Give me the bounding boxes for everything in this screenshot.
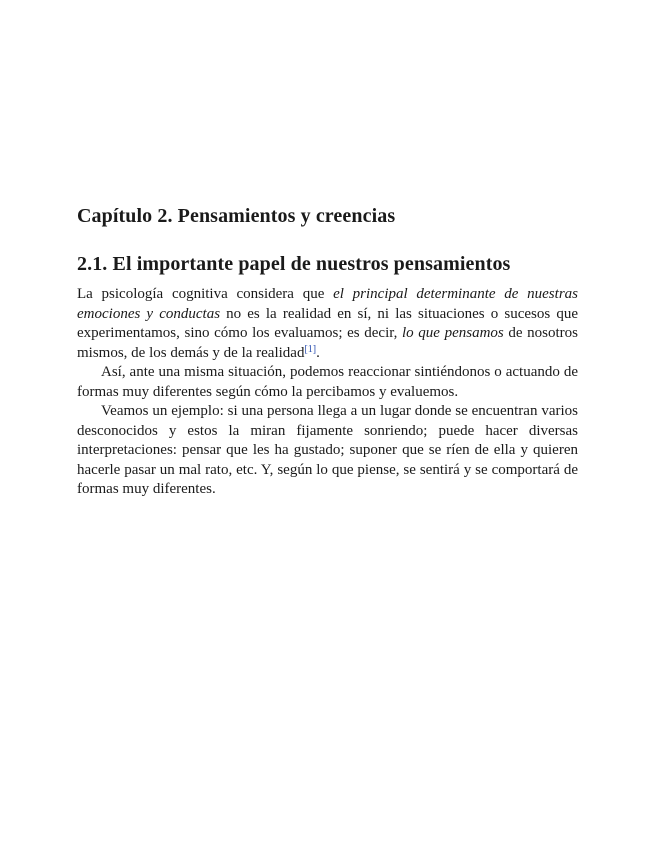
paragraph-1-emphasis-a: el principal determinante de nuestras emociones y conductas: [77, 286, 578, 322]
chapter-title: Capítulo 2. Pensamientos y creencias: [77, 205, 396, 227]
body-text: [77, 285, 578, 500]
section-title: 2.1. El importante papel de nuestros pensamientos: [77, 253, 511, 275]
paragraph-1-text-a: La psicología cognitiva considera que: [77, 286, 334, 302]
paragraph-1-text-c: de nosotros mismos, de los demás y de la realidad: [77, 325, 579, 361]
paragraph-1-text-b: no es la realidad en sí, ni las situaciones o sucesos que experimentamos, sino cómo los evaluamos; es decir,: [77, 305, 578, 341]
paragraph-1-emphasis-b: lo que pensamos: [402, 325, 504, 341]
footnote-link[interactable]: [1]: [304, 343, 317, 355]
paragraph-1-text-d: .: [316, 344, 320, 361]
document-page: [77, 203, 578, 500]
paragraph-1: [77, 285, 578, 363]
paragraph-3: Veamos un ejemplo: si una persona llega a un lugar donde se encuentran varios desconocidos y estos la miran fijamente sonriendo; puede hacer diversas interpretaciones: pensar que les ha gustado; suponer que se ríen de ella y quieren hacerle pasar un mal rato, etc. Y, según lo que piense, se sentirá y se comportará de formas muy diferentes.: [77, 403, 578, 497]
paragraph-2: Así, ante una misma situación, podemos reaccionar sintiéndonos o actuando de formas muy diferentes según cómo la percibamos y evaluemos.: [77, 364, 578, 400]
